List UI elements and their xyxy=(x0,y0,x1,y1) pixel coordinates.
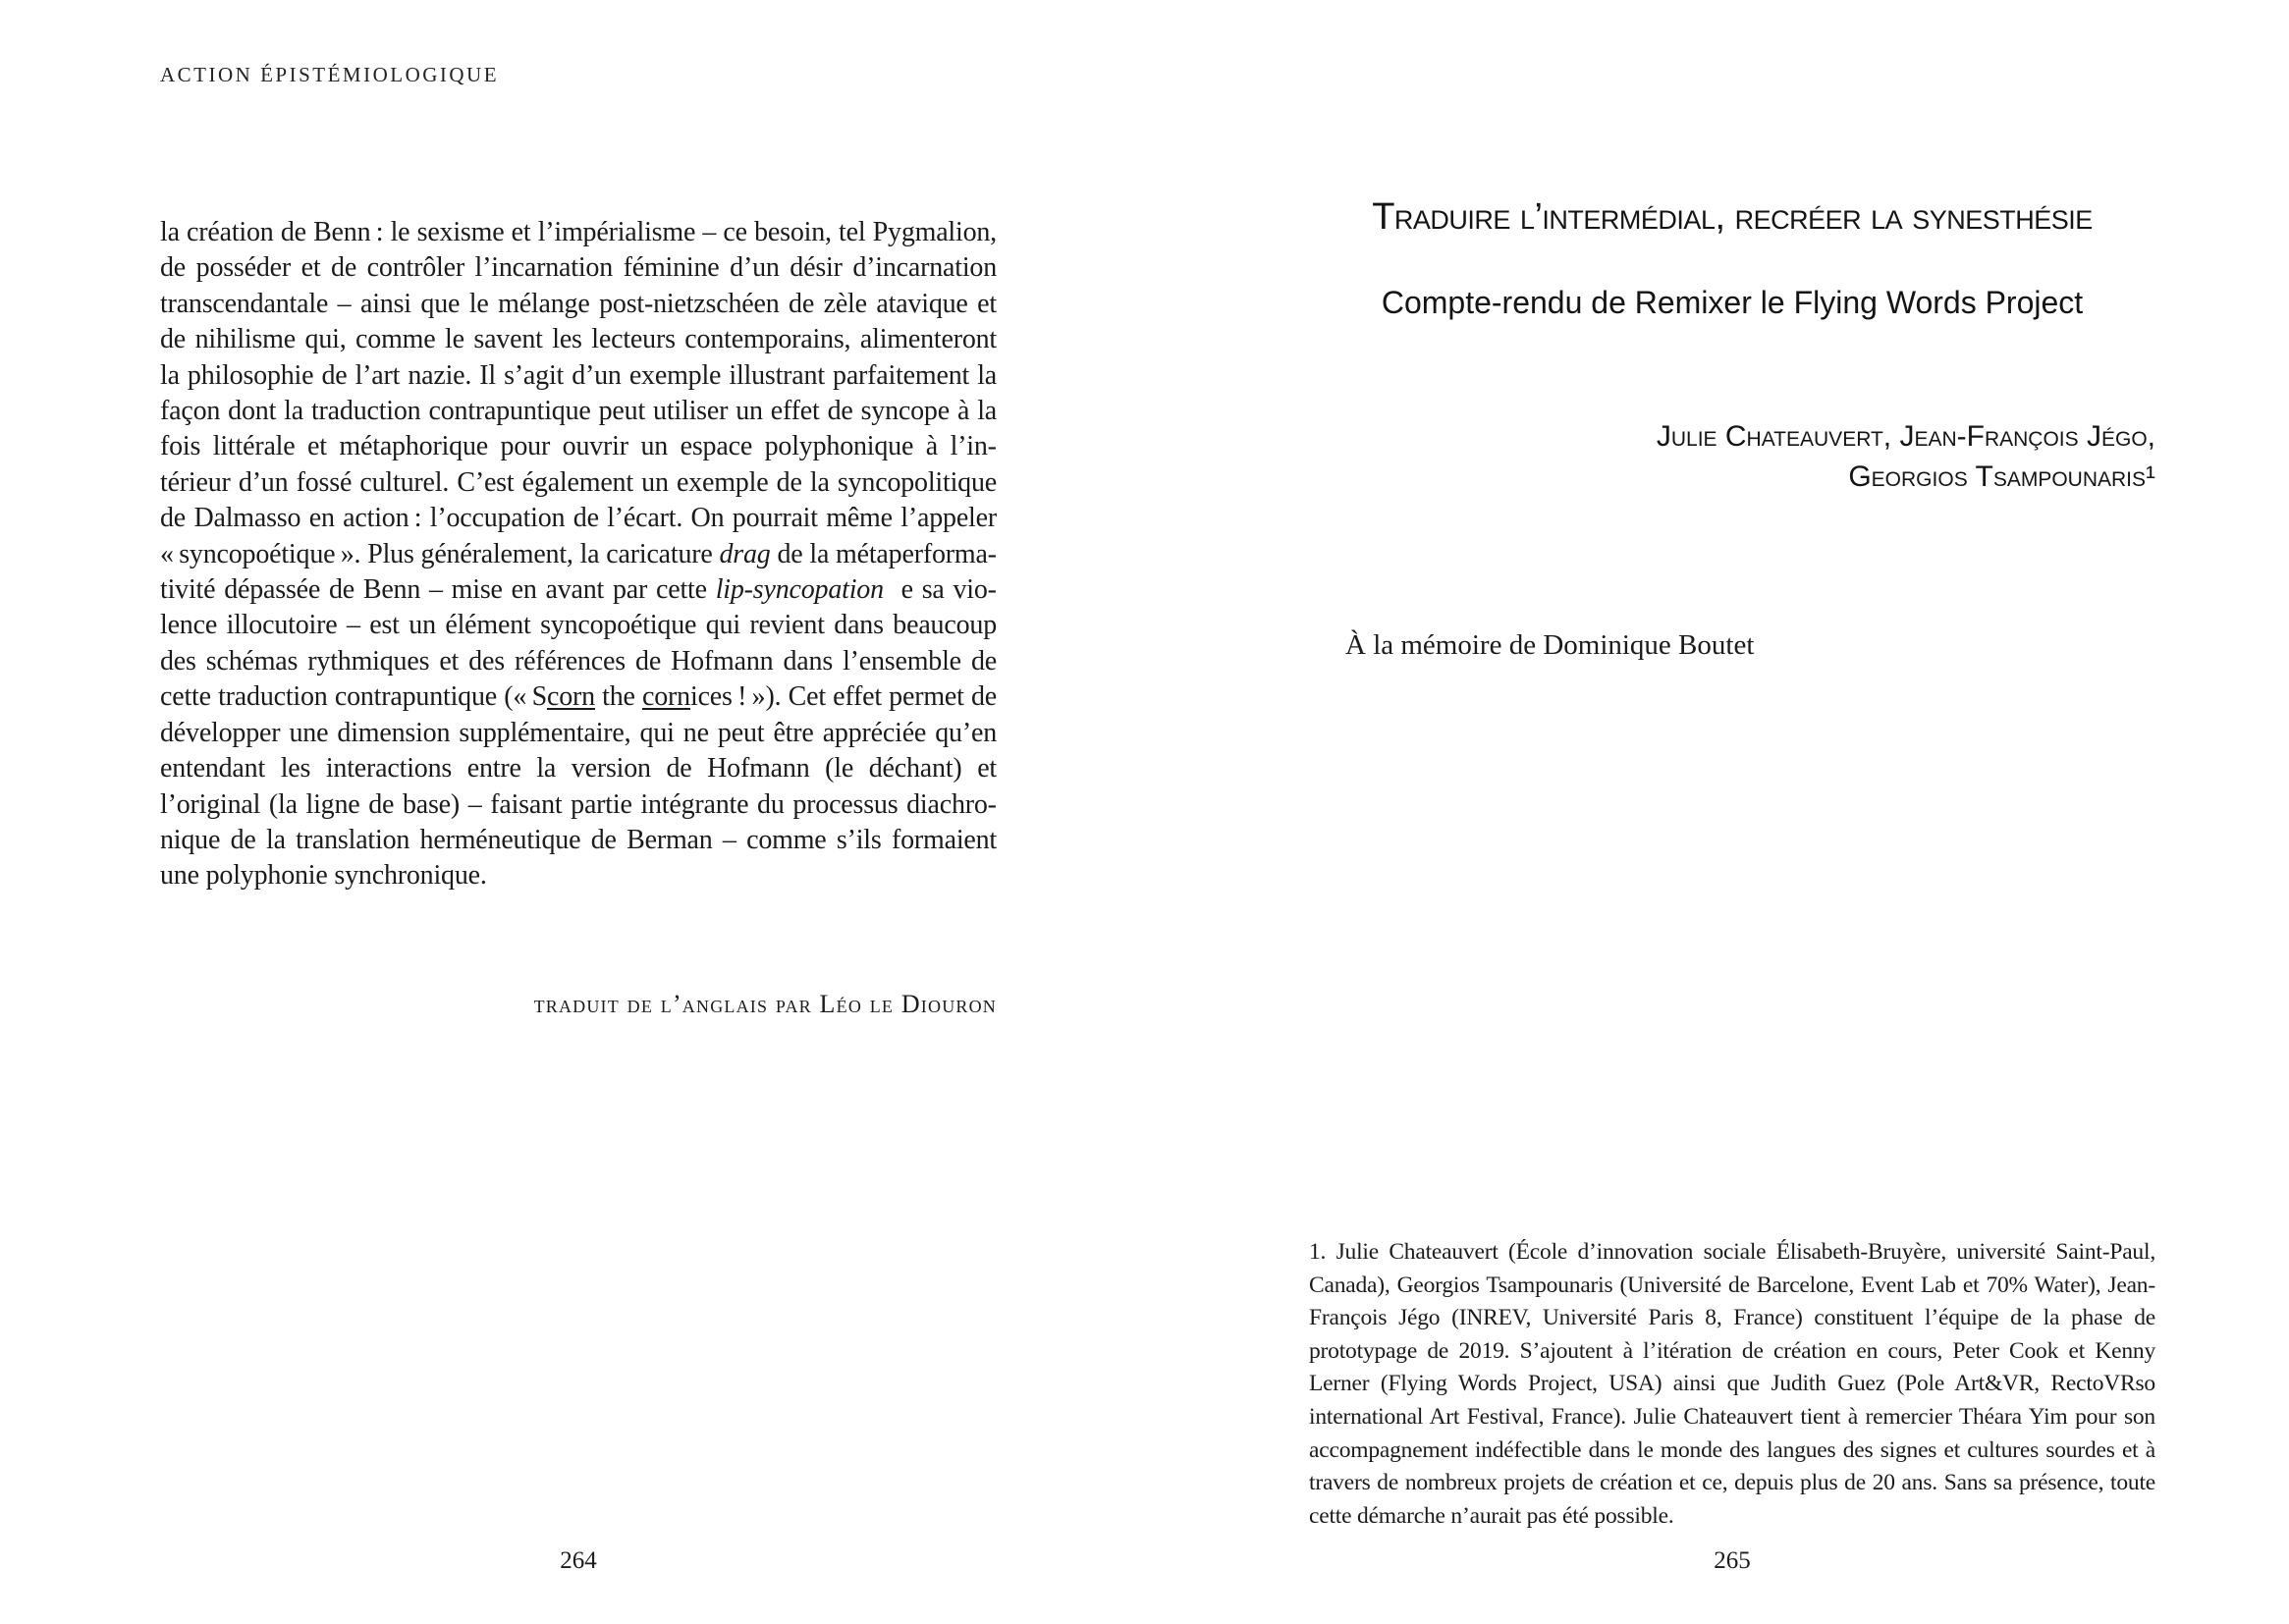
paragraph-segment: corn xyxy=(546,681,595,713)
paragraph-segment: ices ! »). Cet effet permet de développer une dimension supplémentaire, qui ne peut être appréciée qu’en entendant les interactions entre la version de Hofmann (le déchant) et l’original (la ligne de base) – faisant partie intégrante du processus diachronique de la translation herméneutique de Berman – comme s’ils formaient une polyphonie synchronique. xyxy=(160,681,997,892)
paragraph-segment: lip-syncopation xyxy=(715,574,884,606)
article-title: Traduire l’intermédial, recréer la synesthésie xyxy=(1372,196,2093,238)
footnote: 1. Julie Chateauvert (École d’innovation sociale Élisabeth-Bruyère, université Saint-Paul, Canada), Georgios Tsampounaris (Université de Barcelone, Event Lab et 70% Water), Jean-François Jégo (INREV, Université Paris 8, France) constituent l’équipe de la phase de prototypage de 2019. S’ajoutent à l’itération de création en cours, Peter Cook et Kenny Lerner (Flying Words Project, USA) ainsi que Judith Guez (Pole Art&VR, RectoVRso international Art Festival, France). Julie Chateauvert tient à remercier Théara Yim pour son accompagnement indéfectible dans le monde des langues des signes et cultures sourdes et à travers de nombreux projets de création et ce, depuis plus de 20 ans. Sans sa présence, toute cette démarche n’aurait pas été possible. xyxy=(1309,1239,2155,1529)
paragraph-segment: drag xyxy=(719,538,771,569)
paragraph-segment: corn xyxy=(642,681,690,713)
paragraph-segment: e sa violence illocutoire – est un élément syncopoétique qui revient dans beaucoup des schémas rythmiques et des références de Hofmann dans l’ensemble de cette traduction contrapuntique (« S xyxy=(160,574,997,713)
paragraph-segment: the xyxy=(594,681,643,713)
running-header: ACTION ÉPISTÉMIOLOGIQUE xyxy=(160,63,500,86)
translator-credit: traduit de l’anglais par Léo le Diouron xyxy=(533,990,997,1018)
page-number-right: 265 xyxy=(1714,1547,1751,1574)
page-number-left: 264 xyxy=(560,1547,597,1574)
paragraph-segment: de la métaperformativité dépassée de Benn – mise en avant par cette xyxy=(160,538,997,606)
author-line-2: Georgios Tsampounaris¹ xyxy=(1848,460,2155,493)
author-line-1: Julie Chateauvert, Jean-François Jégo, xyxy=(1656,420,2155,453)
dedication: À la mémoire de Dominique Boutet xyxy=(1345,629,1755,661)
article-subtitle: Compte-rendu de Remixer le Flying Words Project xyxy=(1381,285,2084,320)
paragraph-segment: la création de Benn : le sexisme et l’impérialisme – ce besoin, tel Pygmalion, de posséder et de contrôler l’incarnation féminine d’un désir d’incarnation transcendantale – ainsi que le mélange post-nietzschéen de zèle atavique et de nihilisme qui, comme le savent les lecteurs contemporains, alimenteront la philosophie de l’art nazie. Il s’agit d’un exemple illustrant parfaitement la façon dont la traduction contrapuntique peut utiliser un effet de syncope à la fois littérale et métaphorique pour ouvrir un espace polyphonique à l’intérieur d’un fossé culturel. C’est également un exemple de la syncopolitique de Dalmasso en action : l’occupation de l’écart. On pourrait même l’appeler « syncopoétique ». Plus généralement, la caricature xyxy=(160,217,997,569)
authors-block xyxy=(1309,416,2155,497)
